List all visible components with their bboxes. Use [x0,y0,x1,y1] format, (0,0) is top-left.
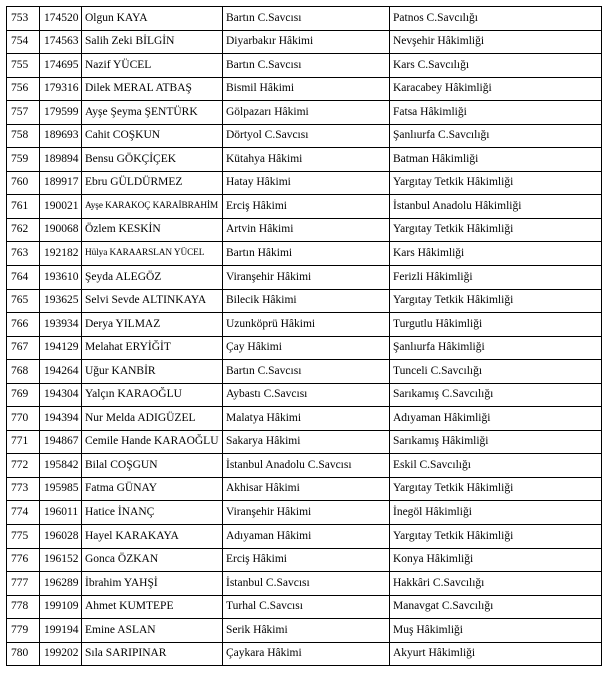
registry-number: 174563 [40,30,82,54]
appointment-table [6,6,602,666]
current-post: İstanbul C.Savcısı [223,572,390,596]
current-post: Bismil Hâkimi [223,77,390,101]
row-number: 760 [7,171,40,195]
person-name: Nur Melda ADIGÜZEL [82,407,223,431]
person-name: Ayşe KARAKOÇ KARAİBRAHİM [82,195,223,219]
person-name: Olgun KAYA [82,7,223,31]
table-row [7,430,602,454]
new-post: Batman Hâkimliği [390,148,602,172]
registry-number: 189894 [40,148,82,172]
current-post: Akhisar Hâkimi [223,477,390,501]
new-post: Yargıtay Tetkik Hâkimliği [390,218,602,242]
row-number: 766 [7,313,40,337]
row-number: 756 [7,77,40,101]
registry-number: 192182 [40,242,82,266]
registry-number: 199202 [40,642,82,666]
row-number: 768 [7,360,40,384]
current-post: Bartın Hâkimi [223,242,390,266]
new-post: Nevşehir Hâkimliği [390,30,602,54]
table-body [7,7,602,666]
registry-number: 189693 [40,124,82,148]
table-row [7,642,602,666]
person-name: Yalçın KARAOĞLU [82,383,223,407]
new-post: Yargıtay Tetkik Hâkimliği [390,171,602,195]
new-post: Hakkâri C.Savcılığı [390,572,602,596]
new-post: Yargıtay Tetkik Hâkimliği [390,525,602,549]
table-row [7,30,602,54]
new-post: Sarıkamış Hâkimliği [390,430,602,454]
registry-number: 195842 [40,454,82,478]
table-row [7,360,602,384]
new-post: Eskil C.Savcılığı [390,454,602,478]
row-number: 755 [7,54,40,78]
current-post: Viranşehir Hâkimi [223,501,390,525]
registry-number: 196152 [40,548,82,572]
table-row [7,548,602,572]
current-post: Hatay Hâkimi [223,171,390,195]
new-post: Kars Hâkimliği [390,242,602,266]
row-number: 761 [7,195,40,219]
row-number: 759 [7,148,40,172]
new-post: Muş Hâkimliği [390,619,602,643]
current-post: Erciş Hâkimi [223,195,390,219]
new-post: Ferizli Hâkimliği [390,266,602,290]
row-number: 771 [7,430,40,454]
person-name: Uğur KANBİR [82,360,223,384]
current-post: Gölpazarı Hâkimi [223,101,390,125]
current-post: Sakarya Hâkimi [223,430,390,454]
row-number: 772 [7,454,40,478]
person-name: Hülya KARAARSLAN YÜCEL [82,242,223,266]
registry-number: 199194 [40,619,82,643]
person-name: Cemile Hande KARAOĞLU [82,430,223,454]
table-row [7,77,602,101]
person-name: Melahat ERYİĞİT [82,336,223,360]
table-row [7,619,602,643]
new-post: Kars C.Savcılığı [390,54,602,78]
table-row [7,477,602,501]
person-name: Salih Zeki BİLGİN [82,30,223,54]
table-row [7,572,602,596]
current-post: Çaykara Hâkimi [223,642,390,666]
table-row [7,171,602,195]
registry-number: 193610 [40,266,82,290]
registry-number: 199109 [40,595,82,619]
registry-number: 194304 [40,383,82,407]
registry-number: 196011 [40,501,82,525]
new-post: Karacabey Hâkimliği [390,77,602,101]
row-number: 769 [7,383,40,407]
table-row [7,383,602,407]
table-row [7,101,602,125]
person-name: Şeyda ALEGÖZ [82,266,223,290]
registry-number: 194264 [40,360,82,384]
registry-number: 174520 [40,7,82,31]
person-name: Dilek MERAL ATBAŞ [82,77,223,101]
new-post: Sarıkamış C.Savcılığı [390,383,602,407]
table-row [7,195,602,219]
current-post: Bartın C.Savcısı [223,54,390,78]
row-number: 754 [7,30,40,54]
registry-number: 194867 [40,430,82,454]
person-name: Emine ASLAN [82,619,223,643]
new-post: İstanbul Anadolu Hâkimliği [390,195,602,219]
current-post: Erciş Hâkimi [223,548,390,572]
new-post: Akyurt Hâkimliği [390,642,602,666]
row-number: 773 [7,477,40,501]
table-row [7,7,602,31]
new-post: Konya Hâkimliği [390,548,602,572]
new-post: Yargıtay Tetkik Hâkimliği [390,477,602,501]
new-post: Fatsa Hâkimliği [390,101,602,125]
registry-number: 189917 [40,171,82,195]
row-number: 757 [7,101,40,125]
current-post: Adıyaman Hâkimi [223,525,390,549]
row-number: 775 [7,525,40,549]
row-number: 764 [7,266,40,290]
row-number: 780 [7,642,40,666]
new-post: Turgutlu Hâkimliği [390,313,602,337]
person-name: Ayşe Şeyma ŞENTÜRK [82,101,223,125]
current-post: Turhal C.Savcısı [223,595,390,619]
table-row [7,124,602,148]
registry-number: 196028 [40,525,82,549]
current-post: İstanbul Anadolu C.Savcısı [223,454,390,478]
table-row [7,148,602,172]
person-name: Cahit COŞKUN [82,124,223,148]
person-name: Sıla SARIPINAR [82,642,223,666]
person-name: Nazif YÜCEL [82,54,223,78]
person-name: Hayel KARAKAYA [82,525,223,549]
person-name: Ahmet KUMTEPE [82,595,223,619]
new-post: İnegöl Hâkimliği [390,501,602,525]
person-name: Bensu GÖKÇİÇEK [82,148,223,172]
table-row [7,218,602,242]
table-row [7,313,602,337]
row-number: 767 [7,336,40,360]
row-number: 776 [7,548,40,572]
registry-number: 190068 [40,218,82,242]
registry-number: 193625 [40,289,82,313]
current-post: Malatya Hâkimi [223,407,390,431]
row-number: 765 [7,289,40,313]
row-number: 770 [7,407,40,431]
registry-number: 194129 [40,336,82,360]
new-post: Adıyaman Hâkimliği [390,407,602,431]
registry-number: 179316 [40,77,82,101]
person-name: Hatice İNANÇ [82,501,223,525]
table-row [7,595,602,619]
row-number: 774 [7,501,40,525]
row-number: 762 [7,218,40,242]
row-number: 753 [7,7,40,31]
current-post: Serik Hâkimi [223,619,390,643]
table-row [7,454,602,478]
person-name: Ebru GÜLDÜRMEZ [82,171,223,195]
new-post: Yargıtay Tetkik Hâkimliği [390,289,602,313]
current-post: Dörtyol C.Savcısı [223,124,390,148]
row-number: 778 [7,595,40,619]
current-post: Çay Hâkimi [223,336,390,360]
current-post: Viranşehir Hâkimi [223,266,390,290]
current-post: Bartın C.Savcısı [223,360,390,384]
person-name: Özlem KESKİN [82,218,223,242]
person-name: Selvi Sevde ALTINKAYA [82,289,223,313]
registry-number: 174695 [40,54,82,78]
new-post: Patnos C.Savcılığı [390,7,602,31]
registry-number: 190021 [40,195,82,219]
table-row [7,525,602,549]
table-row [7,289,602,313]
current-post: Uzunköprü Hâkimi [223,313,390,337]
new-post: Şanlıurfa C.Savcılığı [390,124,602,148]
current-post: Bilecik Hâkimi [223,289,390,313]
person-name: İbrahim YAHŞİ [82,572,223,596]
new-post: Şanlıurfa Hâkimliği [390,336,602,360]
person-name: Fatma GÜNAY [82,477,223,501]
person-name: Bilal COŞGUN [82,454,223,478]
row-number: 779 [7,619,40,643]
table-row [7,407,602,431]
table-row [7,242,602,266]
row-number: 777 [7,572,40,596]
current-post: Kütahya Hâkimi [223,148,390,172]
registry-number: 179599 [40,101,82,125]
table-row [7,336,602,360]
table-row [7,501,602,525]
person-name: Derya YILMAZ [82,313,223,337]
registry-number: 194394 [40,407,82,431]
new-post: Manavgat C.Savcılığı [390,595,602,619]
table-row [7,266,602,290]
new-post: Tunceli C.Savcılığı [390,360,602,384]
person-name: Gonca ÖZKAN [82,548,223,572]
table-row [7,54,602,78]
registry-number: 196289 [40,572,82,596]
registry-number: 195985 [40,477,82,501]
current-post: Diyarbakır Hâkimi [223,30,390,54]
registry-number: 193934 [40,313,82,337]
current-post: Bartın C.Savcısı [223,7,390,31]
row-number: 763 [7,242,40,266]
row-number: 758 [7,124,40,148]
current-post: Artvin Hâkimi [223,218,390,242]
current-post: Aybastı C.Savcısı [223,383,390,407]
